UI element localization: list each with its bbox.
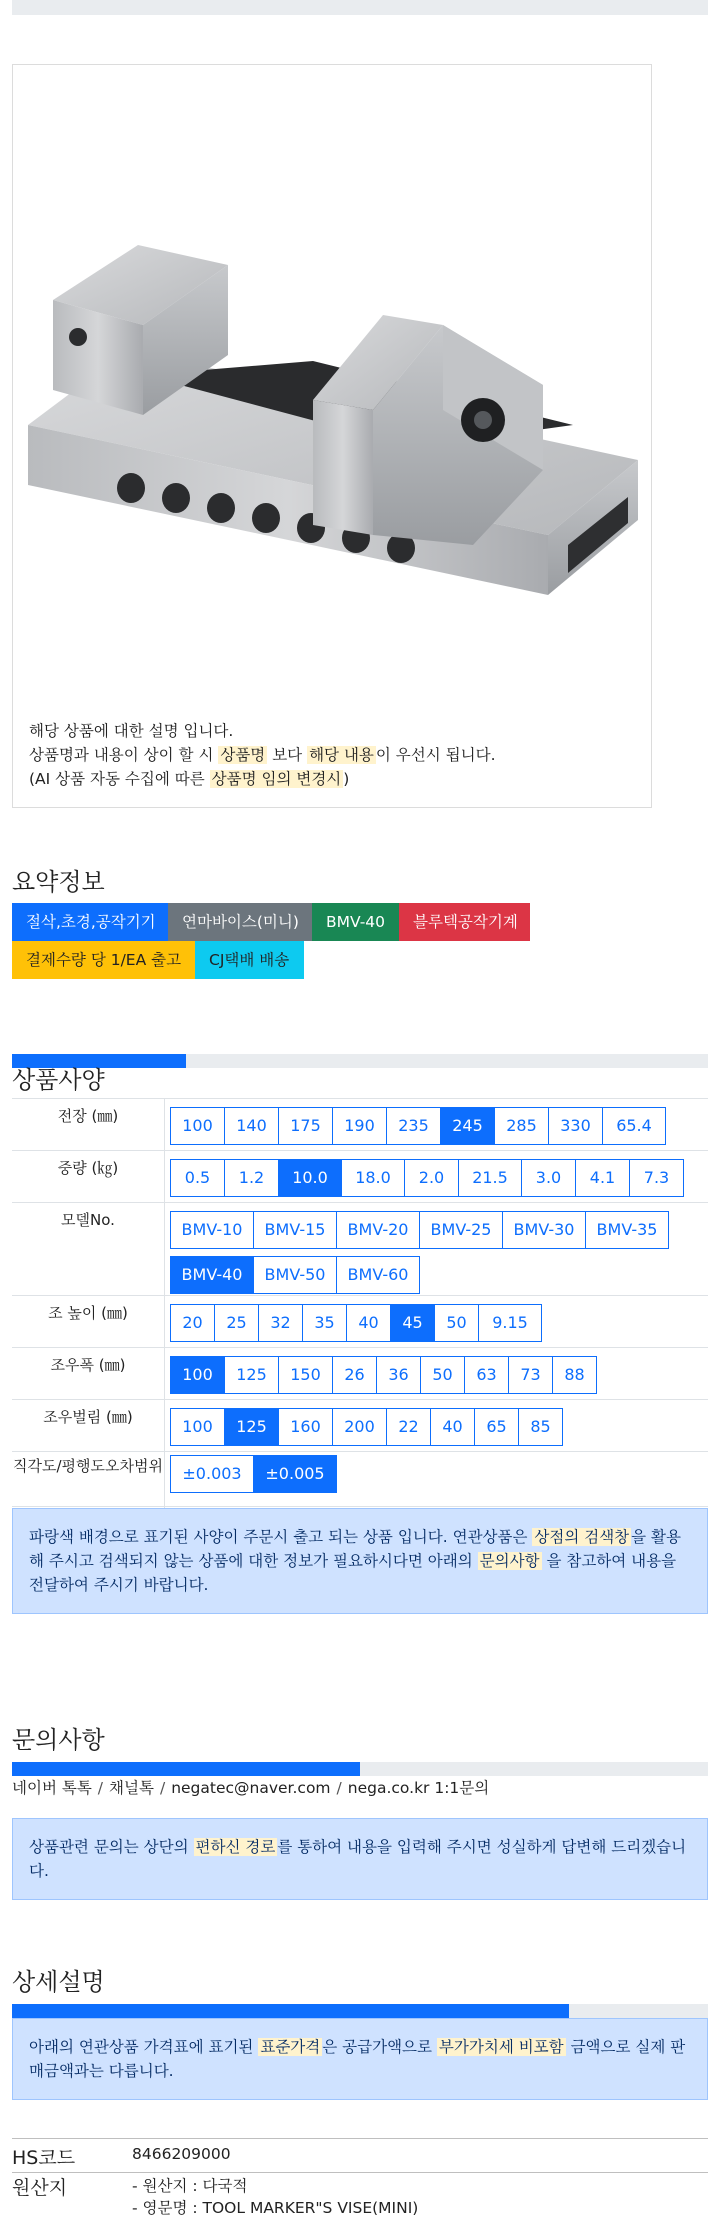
description-highlight: 상품명 xyxy=(220,746,266,764)
detail-notice xyxy=(12,2018,708,2100)
spec-option-button[interactable]: 285 xyxy=(494,1107,549,1145)
spec-option-button[interactable]: 190 xyxy=(332,1107,387,1145)
inquiry-notice-text: 상품관련 문의는 상단의 xyxy=(29,1838,194,1856)
description-line xyxy=(29,719,639,743)
inquiry-progress-bar xyxy=(12,1762,708,1776)
top-progress-bar xyxy=(12,0,708,15)
spec-label: 조 높이 (㎜) xyxy=(48,1304,128,1322)
spec-row xyxy=(12,1347,708,1399)
detail-progress-bar xyxy=(12,2004,708,2018)
specs-notice-text: 을 활용해 주시고 검색되지 않는 상품에 대한 정보가 필요하시다면 아래의 xyxy=(29,1528,682,1570)
spec-label: 전장 (㎜) xyxy=(57,1107,119,1125)
specs-notice-highlight: 문의사항 xyxy=(479,1552,540,1570)
description-highlight: 상품명 임의 변경시 xyxy=(211,770,342,788)
specs-notice-highlight: 상점의 검색창 xyxy=(534,1528,630,1546)
spec-option-button[interactable]: 50 xyxy=(420,1356,465,1394)
spec-option-button[interactable]: 150 xyxy=(278,1356,333,1394)
spec-option-button[interactable]: BMV-35 xyxy=(585,1211,669,1249)
spec-option-button[interactable]: BMV-40 xyxy=(170,1256,254,1294)
spec-option-button[interactable]: 2.0 xyxy=(404,1159,459,1197)
spec-divider xyxy=(164,1099,165,1151)
contact-link[interactable]: 채널톡 xyxy=(109,1779,154,1797)
spec-option-button[interactable]: BMV-50 xyxy=(253,1256,337,1294)
spec-row xyxy=(12,1399,708,1451)
spec-divider xyxy=(164,1151,165,1203)
product-card xyxy=(12,64,652,808)
description-text: 보다 xyxy=(267,746,308,764)
spec-option-button[interactable]: BMV-60 xyxy=(336,1256,420,1294)
inquiry-progress-fill xyxy=(12,1762,360,1776)
spec-option-button[interactable]: 200 xyxy=(332,1408,387,1446)
spec-option-button[interactable]: 3.0 xyxy=(521,1159,576,1197)
spec-option-button[interactable]: 175 xyxy=(278,1107,333,1145)
spec-option-button[interactable]: 9.15 xyxy=(478,1304,542,1342)
badge-model: BMV-40 xyxy=(312,903,399,941)
spec-option-button[interactable]: 245 xyxy=(440,1107,495,1145)
spec-option-button[interactable]: 160 xyxy=(278,1408,333,1446)
detail-progress-fill xyxy=(12,2004,569,2018)
description-text: 상품명과 내용이 상이 할 시 xyxy=(29,746,219,764)
spec-option-button[interactable]: 235 xyxy=(386,1107,441,1145)
badge-brand: 블루텍공작기계 xyxy=(399,903,530,941)
spec-option-button[interactable]: BMV-10 xyxy=(170,1211,254,1249)
spec-option-button[interactable]: 0.5 xyxy=(170,1159,225,1197)
spec-option-button[interactable]: 22 xyxy=(386,1408,431,1446)
summary-title: 요약정보 xyxy=(12,868,105,896)
spec-option-button[interactable]: BMV-20 xyxy=(336,1211,420,1249)
specs-notice xyxy=(12,1508,708,1614)
spec-option-button[interactable]: 45 xyxy=(390,1304,435,1342)
detail-title: 상세설명 xyxy=(12,1968,105,1996)
spec-row xyxy=(12,1098,708,1150)
contact-link[interactable]: 네이버 톡톡 xyxy=(12,1779,92,1797)
spec-option-button[interactable]: 36 xyxy=(376,1356,421,1394)
detail-notice-text: 아래의 연관상품 가격표에 표기된 xyxy=(29,2038,259,2056)
hs-code-label: HS코드 xyxy=(12,2147,76,2169)
description-text: (AI 상품 자동 수집에 따른 xyxy=(29,770,210,788)
spec-option-button[interactable]: 10.0 xyxy=(278,1159,342,1197)
contact-link[interactable]: negatec@naver.com xyxy=(171,1779,331,1797)
product-image-vise xyxy=(13,125,653,685)
specs-title: 상품사양 xyxy=(12,1066,105,1094)
badge-category: 절삭,초경,공작기기 xyxy=(12,903,168,941)
spec-option-button[interactable]: 330 xyxy=(548,1107,603,1145)
description-text: 이 우선시 됩니다. xyxy=(375,746,496,764)
spec-row xyxy=(12,1295,708,1347)
spec-option-button[interactable]: 18.0 xyxy=(341,1159,405,1197)
spec-option-button[interactable]: 7.3 xyxy=(629,1159,684,1197)
spec-option-button[interactable]: BMV-15 xyxy=(253,1211,337,1249)
description-text: ) xyxy=(343,770,350,788)
spec-option-button[interactable]: 65 xyxy=(474,1408,519,1446)
spec-label: 중량 (㎏) xyxy=(57,1159,119,1177)
contact-separator: / xyxy=(97,1779,104,1797)
detail-notice-highlight: 부가가치세 비포함 xyxy=(438,2038,564,2056)
specs-notice-text: 파랑색 배경으로 표기된 사양이 주문시 출고 되는 상품 입니다. 연관상품은 xyxy=(29,1528,533,1546)
description-text: 해당 상품에 대한 설명 입니다. xyxy=(29,722,234,740)
spec-divider xyxy=(164,1296,165,1348)
detail-notice-text: 은 공급가액으로 xyxy=(322,2038,437,2056)
spec-option-button[interactable]: BMV-30 xyxy=(502,1211,586,1249)
spec-option-button[interactable]: 65.4 xyxy=(602,1107,666,1145)
description-highlight: 해당 내용 xyxy=(309,746,374,764)
spec-option-button[interactable]: 40 xyxy=(346,1304,391,1342)
spec-option-button[interactable]: 73 xyxy=(508,1356,553,1394)
spec-option-button[interactable]: ±0.003 xyxy=(170,1455,254,1493)
origin-line-2: - 영문명 : TOOL MARKER"S VISE(MINI) xyxy=(132,2199,419,2217)
origin-label: 원산지 xyxy=(12,2177,68,2199)
spec-option-button[interactable]: 88 xyxy=(552,1356,597,1394)
spec-option-button[interactable]: 100 xyxy=(170,1408,225,1446)
spec-option-button[interactable]: ±0.005 xyxy=(253,1455,337,1493)
spec-option-button[interactable]: 32 xyxy=(258,1304,303,1342)
spec-option-button[interactable]: 125 xyxy=(224,1356,279,1394)
spec-option-button[interactable]: 25 xyxy=(214,1304,259,1342)
contact-separator: / xyxy=(159,1779,166,1797)
spec-divider xyxy=(164,1203,165,1296)
badge-quantity: 결제수량 당 1/EA 출고 xyxy=(12,941,195,979)
contact-link[interactable]: nega.co.kr 1:1문의 xyxy=(347,1779,490,1797)
detail-notice-highlight: 표준가격 xyxy=(260,2038,321,2056)
spec-divider xyxy=(164,1452,165,1508)
spec-option-button[interactable]: 26 xyxy=(332,1356,377,1394)
spec-label: 직각도/평행도오차범위 xyxy=(13,1457,163,1475)
spec-divider xyxy=(164,1348,165,1400)
description-line xyxy=(29,743,639,767)
origin-line-1: - 원산지 : 다국적 xyxy=(132,2177,248,2195)
contact-links xyxy=(12,1776,489,1798)
badge-subcategory: 연마바이스(미니) xyxy=(168,903,312,941)
spec-option-button[interactable]: 20 xyxy=(170,1304,215,1342)
spec-label: 조우벌림 (㎜) xyxy=(43,1408,133,1426)
specs-notice-text: 을 참고하여 내용을 전달하여 주시기 바랍니다. xyxy=(29,1552,677,1594)
spec-option-button[interactable]: 1.2 xyxy=(224,1159,279,1197)
inquiry-title: 문의사항 xyxy=(12,1726,105,1754)
spec-option-button[interactable]: 100 xyxy=(170,1107,225,1145)
spec-option-button[interactable]: 140 xyxy=(224,1107,279,1145)
spec-option-button[interactable]: 4.1 xyxy=(575,1159,630,1197)
spec-option-button[interactable]: 125 xyxy=(224,1408,279,1446)
product-description xyxy=(29,719,639,791)
spec-option-button[interactable]: 35 xyxy=(302,1304,347,1342)
spec-divider xyxy=(164,1400,165,1452)
inquiry-notice xyxy=(12,1818,708,1900)
spec-option-button[interactable]: BMV-25 xyxy=(419,1211,503,1249)
origin-row xyxy=(12,2172,708,2220)
inquiry-notice-text: 를 통하여 내용을 입력해 주시면 성실하게 답변해 드리겠습니다. xyxy=(29,1838,687,1880)
inquiry-notice-highlight: 편하신 경로 xyxy=(195,1838,276,1856)
spec-row xyxy=(12,1202,708,1295)
spec-option-button[interactable]: 100 xyxy=(170,1356,225,1394)
specs-progress-bar xyxy=(12,1054,708,1068)
badge-shipping: CJ택배 배송 xyxy=(195,941,304,979)
spec-option-button[interactable]: 21.5 xyxy=(458,1159,522,1197)
hs-code-row xyxy=(12,2138,708,2172)
detail-notice-text: 금액으로 실제 판매금액과는 다릅니다. xyxy=(29,2038,686,2080)
spec-label: 모델No. xyxy=(61,1211,115,1229)
hs-code-value: 8466209000 xyxy=(132,2145,231,2163)
spec-option-button[interactable]: 40 xyxy=(430,1408,475,1446)
description-line xyxy=(29,767,639,791)
spec-label: 조우폭 (㎜) xyxy=(50,1356,126,1374)
spec-option-button[interactable]: 63 xyxy=(464,1356,509,1394)
contact-separator: / xyxy=(336,1779,342,1797)
spec-option-button[interactable]: 50 xyxy=(434,1304,479,1342)
spec-row xyxy=(12,1150,708,1202)
spec-row xyxy=(12,1451,708,1507)
spec-option-button[interactable]: 85 xyxy=(518,1408,563,1446)
